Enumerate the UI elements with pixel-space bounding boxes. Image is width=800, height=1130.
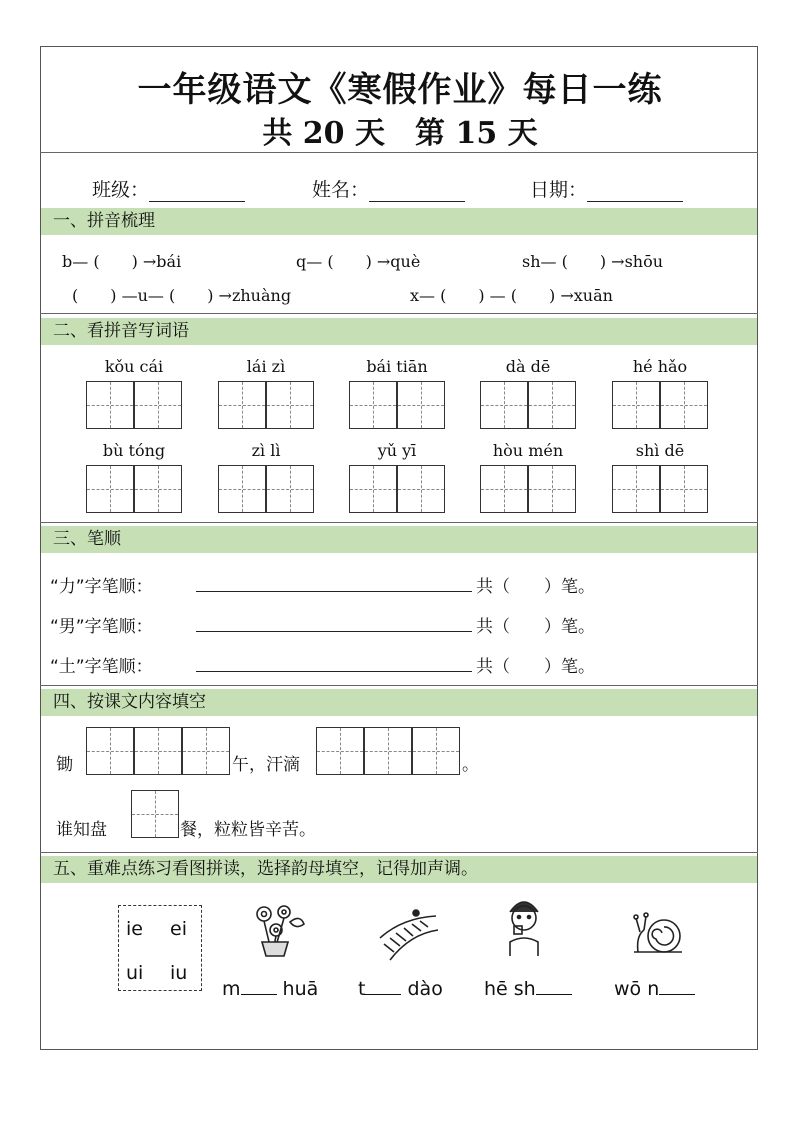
- word-pinyin: hòu mén: [492, 441, 564, 460]
- word-pinyin: yǔ yī: [377, 441, 417, 460]
- stroke-answer-line[interactable]: [196, 670, 472, 672]
- stroke-label: “男”字笔顺：: [50, 617, 153, 637]
- answer-blank[interactable]: [365, 980, 401, 995]
- stroke-total: 共（ ）笔。: [476, 577, 595, 597]
- snail-icon: [630, 906, 688, 960]
- word-pinyin: lái zì: [246, 357, 286, 376]
- writing-grid-cell[interactable]: [86, 465, 134, 513]
- answer-blank[interactable]: [659, 980, 695, 995]
- picture-pinyin-drink: [484, 978, 572, 1000]
- stroke-label: “力”字笔顺：: [50, 577, 153, 597]
- writing-grid-cell[interactable]: [86, 381, 134, 429]
- stroke-label: “土”字笔顺：: [50, 657, 153, 677]
- answer-blank[interactable]: [241, 980, 277, 995]
- pinyin-prefix: wō n: [614, 978, 660, 1000]
- picture-pinyin-snail: [614, 978, 695, 1000]
- writing-grid-cell[interactable]: [349, 465, 397, 513]
- divider: [40, 685, 758, 686]
- class-label: 班级：: [92, 179, 150, 201]
- writing-grid-cell[interactable]: [660, 465, 708, 513]
- writing-grid-cell[interactable]: [528, 465, 576, 513]
- writing-grid-cell[interactable]: [412, 727, 460, 775]
- writing-grid-cell[interactable]: [528, 381, 576, 429]
- writing-grid-cell[interactable]: [218, 381, 266, 429]
- poem-text: 午，汗滴: [232, 755, 300, 775]
- pinyin-prefix: m: [222, 978, 241, 1000]
- writing-grid-cell[interactable]: [131, 790, 179, 838]
- pinyin-prefix: t: [358, 978, 366, 1000]
- writing-grid-cell[interactable]: [134, 381, 182, 429]
- section-header-pinyin-sort: 一、拼音梳理: [41, 208, 757, 235]
- flower-pot-icon: [246, 902, 310, 960]
- writing-grid-cell[interactable]: [612, 465, 660, 513]
- writing-grid-cell[interactable]: [182, 727, 230, 775]
- pinyin-item: x— ( ) — ( ) →xuān: [410, 286, 613, 305]
- answer-blank[interactable]: [536, 980, 572, 995]
- divider: [40, 313, 758, 314]
- writing-grid-cell[interactable]: [480, 465, 528, 513]
- word-pinyin: bái tiān: [366, 357, 428, 376]
- pinyin-item: q— ( ) →què: [296, 252, 421, 271]
- writing-grid-cell[interactable]: [349, 381, 397, 429]
- word-pinyin: shì dē: [635, 441, 685, 460]
- child-drinking-icon: [500, 896, 548, 960]
- date-blank[interactable]: [587, 183, 683, 202]
- vowel-option: ei: [170, 918, 187, 940]
- writing-grid-cell[interactable]: [266, 381, 314, 429]
- name-field: [312, 175, 465, 202]
- date-label: 日期：: [530, 179, 588, 201]
- stroke-total: 共（ ）笔。: [476, 617, 595, 637]
- pinyin-suffix: dào: [401, 978, 443, 1000]
- divider: [40, 852, 758, 853]
- poem-text: 餐，粒粒皆辛苦。: [180, 820, 316, 840]
- writing-grid-cell[interactable]: [660, 381, 708, 429]
- name-blank[interactable]: [369, 183, 465, 202]
- writing-grid-cell[interactable]: [612, 381, 660, 429]
- picture-pinyin-flower: [222, 978, 318, 1000]
- word-pinyin: hé hǎo: [632, 357, 688, 376]
- poem-text: 锄: [56, 755, 73, 775]
- poem-text: 谁知盘: [56, 820, 107, 840]
- writing-grid-cell[interactable]: [134, 465, 182, 513]
- word-pinyin: zì lì: [251, 441, 281, 460]
- picture-pinyin-railway: [358, 978, 443, 1000]
- page-title: 一年级语文《寒假作业》每日一练: [137, 70, 663, 110]
- stroke-answer-line[interactable]: [196, 590, 472, 592]
- writing-grid-cell[interactable]: [266, 465, 314, 513]
- pinyin-item: sh— ( ) →shōu: [522, 252, 664, 271]
- writing-grid-cell[interactable]: [364, 727, 412, 775]
- writing-grid-cell[interactable]: [134, 727, 182, 775]
- section-header-fill-text: 四、按课文内容填空: [41, 689, 757, 716]
- vowel-option: ui: [126, 962, 144, 984]
- word-pinyin: kǒu cái: [104, 357, 164, 376]
- divider: [40, 522, 758, 523]
- section-header-write-words: 二、看拼音写词语: [41, 318, 757, 345]
- writing-grid-cell[interactable]: [397, 381, 445, 429]
- writing-grid-cell[interactable]: [480, 381, 528, 429]
- word-pinyin: dà dē: [505, 357, 551, 376]
- stroke-answer-line[interactable]: [196, 630, 472, 632]
- railway-track-icon: [376, 908, 442, 964]
- writing-grid-cell[interactable]: [218, 465, 266, 513]
- writing-grid-cell[interactable]: [86, 727, 134, 775]
- class-field: [92, 175, 245, 202]
- vowel-option: ie: [126, 918, 143, 940]
- class-blank[interactable]: [149, 183, 245, 202]
- date-field: [530, 175, 683, 202]
- pinyin-item: b— ( ) →bái: [62, 252, 182, 271]
- word-pinyin: bù tóng: [102, 441, 166, 460]
- vowel-option: iu: [170, 962, 188, 984]
- section-header-stroke-order: 三、笔顺: [41, 526, 757, 553]
- pinyin-item: ( ) —u— ( ) →zhuàng: [72, 286, 292, 305]
- writing-grid-cell[interactable]: [397, 465, 445, 513]
- section-header-picture-pinyin: 五、重难点练习看图拼读，选择韵母填空，记得加声调。: [41, 856, 757, 883]
- name-label: 姓名：: [312, 179, 370, 201]
- page-subtitle: 共 20 天 第 15 天: [262, 116, 538, 151]
- stroke-total: 共（ ）笔。: [476, 657, 595, 677]
- pinyin-suffix: huā: [276, 978, 319, 1000]
- pinyin-prefix: hē sh: [484, 978, 536, 1000]
- writing-grid-cell[interactable]: [316, 727, 364, 775]
- poem-text: 。: [462, 755, 479, 775]
- divider: [40, 152, 758, 153]
